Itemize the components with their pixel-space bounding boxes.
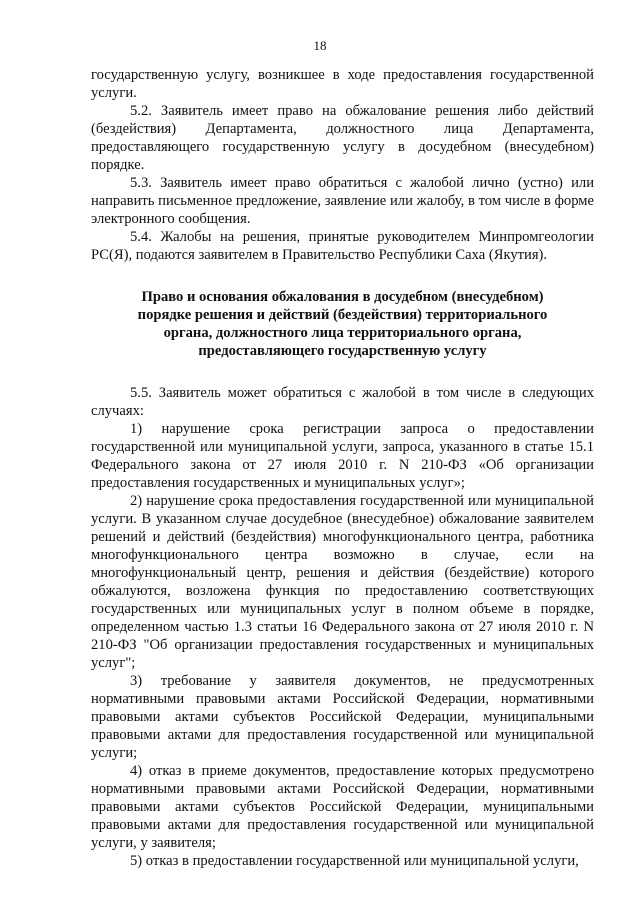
paragraph-5-3: 5.3. Заявитель имеет право обратиться с жалобой лично (устно) или направить письменное предложение, заявление или жалобу, в том числе в форме электронного сообщения.: [91, 175, 594, 227]
list-item-2: 2) нарушение срока предоставления государственной или муниципальной услуги. В указанном случае досудебное (внесудебное) обжалование заявителем решений и действий (бездействия) многофункционального центра, работника многофункционального центра возможно в случае, если на многофункциональный центр, решения и действия (бездействие) которого обжалуются, возложена функция по предоставлению соответствующих государственных или муниципальных услуг в полном объеме в порядке, определенном частью 1.3 статьи 16 Федерального закона от 27 июля 2010 г. N 210-ФЗ "Об организации предоставления государственных и муниципальных услуг";: [91, 493, 594, 671]
list-item-1: 1) нарушение срока регистрации запроса о предоставлении государственной или муниципальной услуги, запроса, указанного в статье 15.1 Федерального закона от 27 июля 2010 г. N 210-ФЗ «Об организации предоставления государственных и муниципальных услуг»;: [91, 421, 594, 491]
heading-line: порядке решения и действий (бездействия) территориального: [137, 307, 548, 323]
page-number: 18: [313, 38, 327, 53]
list-item-5: 5) отказ в предоставлении государственной или муниципальной услуги,: [130, 853, 579, 869]
heading-line: предоставляющего государственную услугу: [198, 343, 487, 359]
paragraph-5-5: 5.5. Заявитель может обратиться с жалобой в том числе в следующих случаях:: [91, 385, 594, 419]
heading-line: Право и основания обжалования в досудебном (внесудебном): [141, 289, 544, 305]
section-heading: [91, 288, 594, 360]
document-body: [91, 66, 594, 870]
paragraph-continuation: государственную услугу, возникшее в ходе предоставления государственной услуги.: [91, 67, 594, 101]
paragraph-5-2: 5.2. Заявитель имеет право на обжалование решения либо действий (бездействия) Департамента, должностного лица Департамента, предоставляющего государственную услугу в досудебном (внесудебном) порядке.: [91, 103, 594, 173]
paragraph-5-4: 5.4. Жалобы на решения, принятые руководителем Минпромгеологии РС(Я), подаются заявителем в Правительство Республики Саха (Якутия).: [91, 229, 594, 263]
list-item-4: 4) отказ в приеме документов, предоставление которых предусмотрено нормативными правовыми актами Российской Федерации, нормативными правовыми актами субъектов Российской Федерации, муниципальными правовыми актами для предоставления государственной или муниципальной услуги, у заявителя;: [91, 763, 594, 851]
list-item-3: 3) требование у заявителя документов, не предусмотренных нормативными правовыми актами Российской Федерации, нормативными правовыми актами субъектов Российской Федерации, муниципальными правовыми актами для предоставления государственной или муниципальной услуги;: [91, 673, 594, 761]
heading-line: органа, должностного лица территориального органа,: [163, 325, 522, 341]
